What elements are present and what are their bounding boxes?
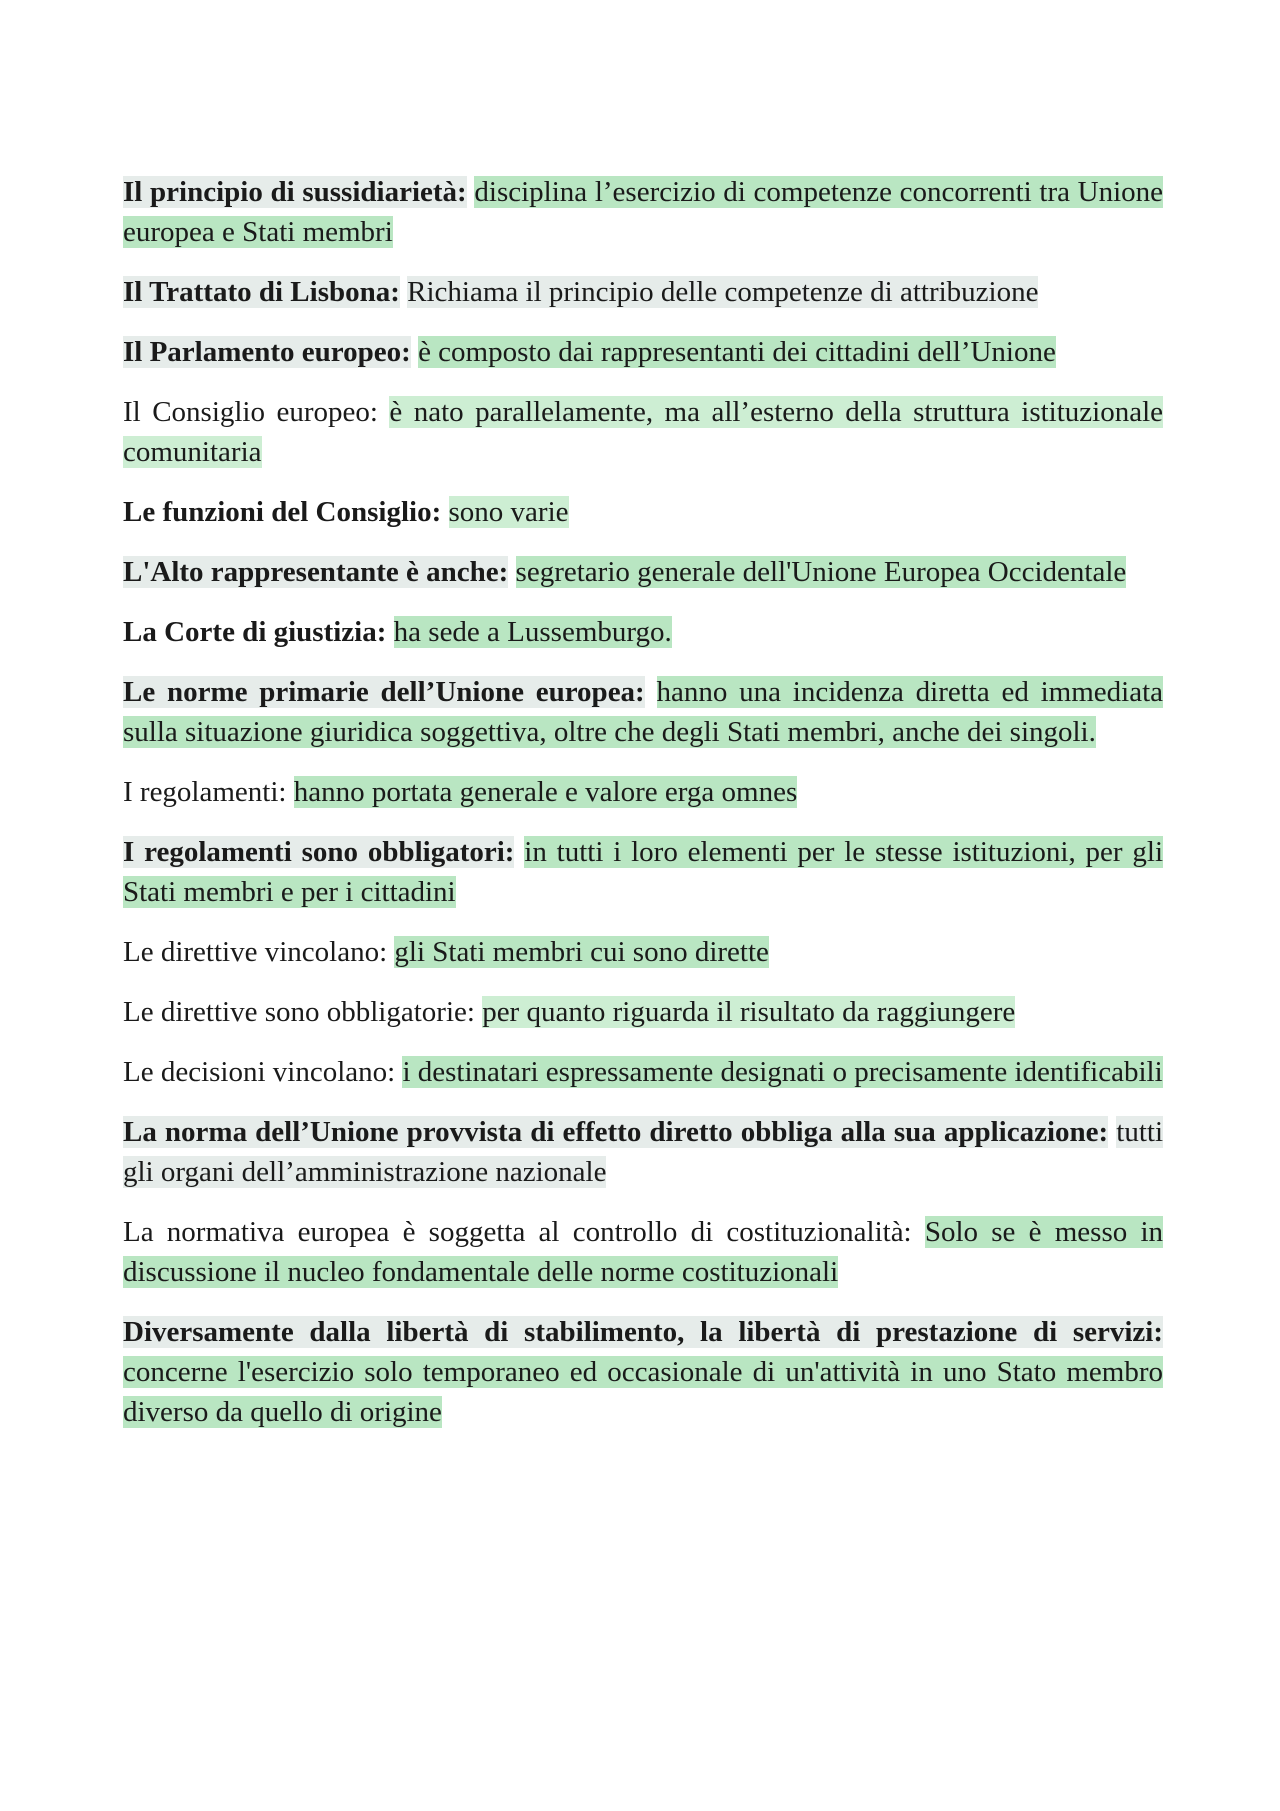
entry-definition: segretario generale dell'Unione Europea Occidentale [515,556,1127,588]
entry-term: La normativa europea è soggetta al controllo di costituzionalità: [123,1216,912,1248]
entry-corte-giustizia [123,612,1163,652]
entry-term: Le direttive sono obbligatorie: [123,996,475,1028]
entry-definition: Solo se è messo in discussione il nucleo fondamentale delle norme costituzionali [123,1216,1164,1288]
entry-term: I regolamenti sono obbligatori: [123,836,515,868]
entry-decisioni-vincolano [123,1052,1163,1092]
entry-principio-sussidiarieta [123,172,1163,252]
entry-definition: Richiama il principio delle competenze di attribuzione [407,276,1039,308]
entry-term: Le decisioni vincolano: [123,1056,396,1088]
entry-definition: hanno una incidenza diretta ed immediata sulla situazione giuridica soggettiva, oltre che degli Stati membri, anche dei singoli. [123,676,1164,748]
entry-parlamento-europeo [123,332,1163,372]
entry-norme-primarie [123,672,1163,752]
entry-definition: in tutti i loro elementi per le stesse istituzioni, per gli Stati membri e per i cittadini [123,836,1163,908]
entry-controllo-costituzionalita [123,1212,1163,1292]
entry-definition: i destinatari espressamente designati o precisamente identificabili [402,1056,1163,1088]
entry-consiglio-europeo [123,392,1163,472]
entry-definition: tutti gli organi dell’amministrazione nazionale [123,1116,1164,1188]
entry-definition: sono varie [448,496,569,528]
entry-definition: concerne l'esercizio solo temporaneo ed occasionale di un'attività in uno Stato membro diverso da quello di origine [123,1356,1163,1428]
entry-alto-rappresentante [123,552,1163,592]
document-page [123,172,1163,1452]
entry-definition: hanno portata generale e valore erga omnes [293,776,798,808]
entry-term: Il Trattato di Lisbona: [123,276,400,308]
entry-term: Le funzioni del Consiglio: [123,496,442,528]
entry-definition: è composto dai rappresentanti dei cittadini dell’Unione [418,336,1056,368]
entry-definition: è nato parallelamente, ma all’esterno della struttura istituzionale comunitaria [123,396,1164,468]
entry-definition: per quanto riguarda il risultato da raggiungere [482,996,1016,1028]
entry-trattato-lisbona [123,272,1163,312]
entry-term: Il Consiglio europeo: [123,396,378,428]
entry-direttive-obbligatorie [123,992,1163,1032]
entry-term: La norma dell’Unione provvista di effetto diretto obbliga alla sua applicazione: [123,1116,1109,1148]
entry-term: L'Alto rappresentante è anche: [123,556,509,588]
entry-term: Il Parlamento europeo: [123,336,411,368]
entry-regolamenti [123,772,1163,812]
entry-term: Diversamente dalla libertà di stabilimento, la libertà di prestazione di servizi: [123,1316,1163,1348]
entry-prestazione-servizi [123,1312,1163,1432]
entry-regolamenti-obbligatori [123,832,1163,912]
entry-definition: ha sede a Lussemburgo. [393,616,672,648]
entry-term: I regolamenti: [123,776,287,808]
entry-term: Le direttive vincolano: [123,936,388,968]
entry-definition: gli Stati membri cui sono dirette [394,936,769,968]
entry-norma-effetto-diretto [123,1112,1163,1192]
entry-term: Le norme primarie dell’Unione europea: [123,676,645,708]
entry-term: La Corte di giustizia: [123,616,387,648]
entry-term: Il principio di sussidiarietà: [123,176,467,208]
entry-definition: disciplina l’esercizio di competenze concorrenti tra Unione europea e Stati membri [123,176,1164,248]
entry-direttive-vincolano [123,932,1163,972]
entry-funzioni-consiglio [123,492,1163,532]
